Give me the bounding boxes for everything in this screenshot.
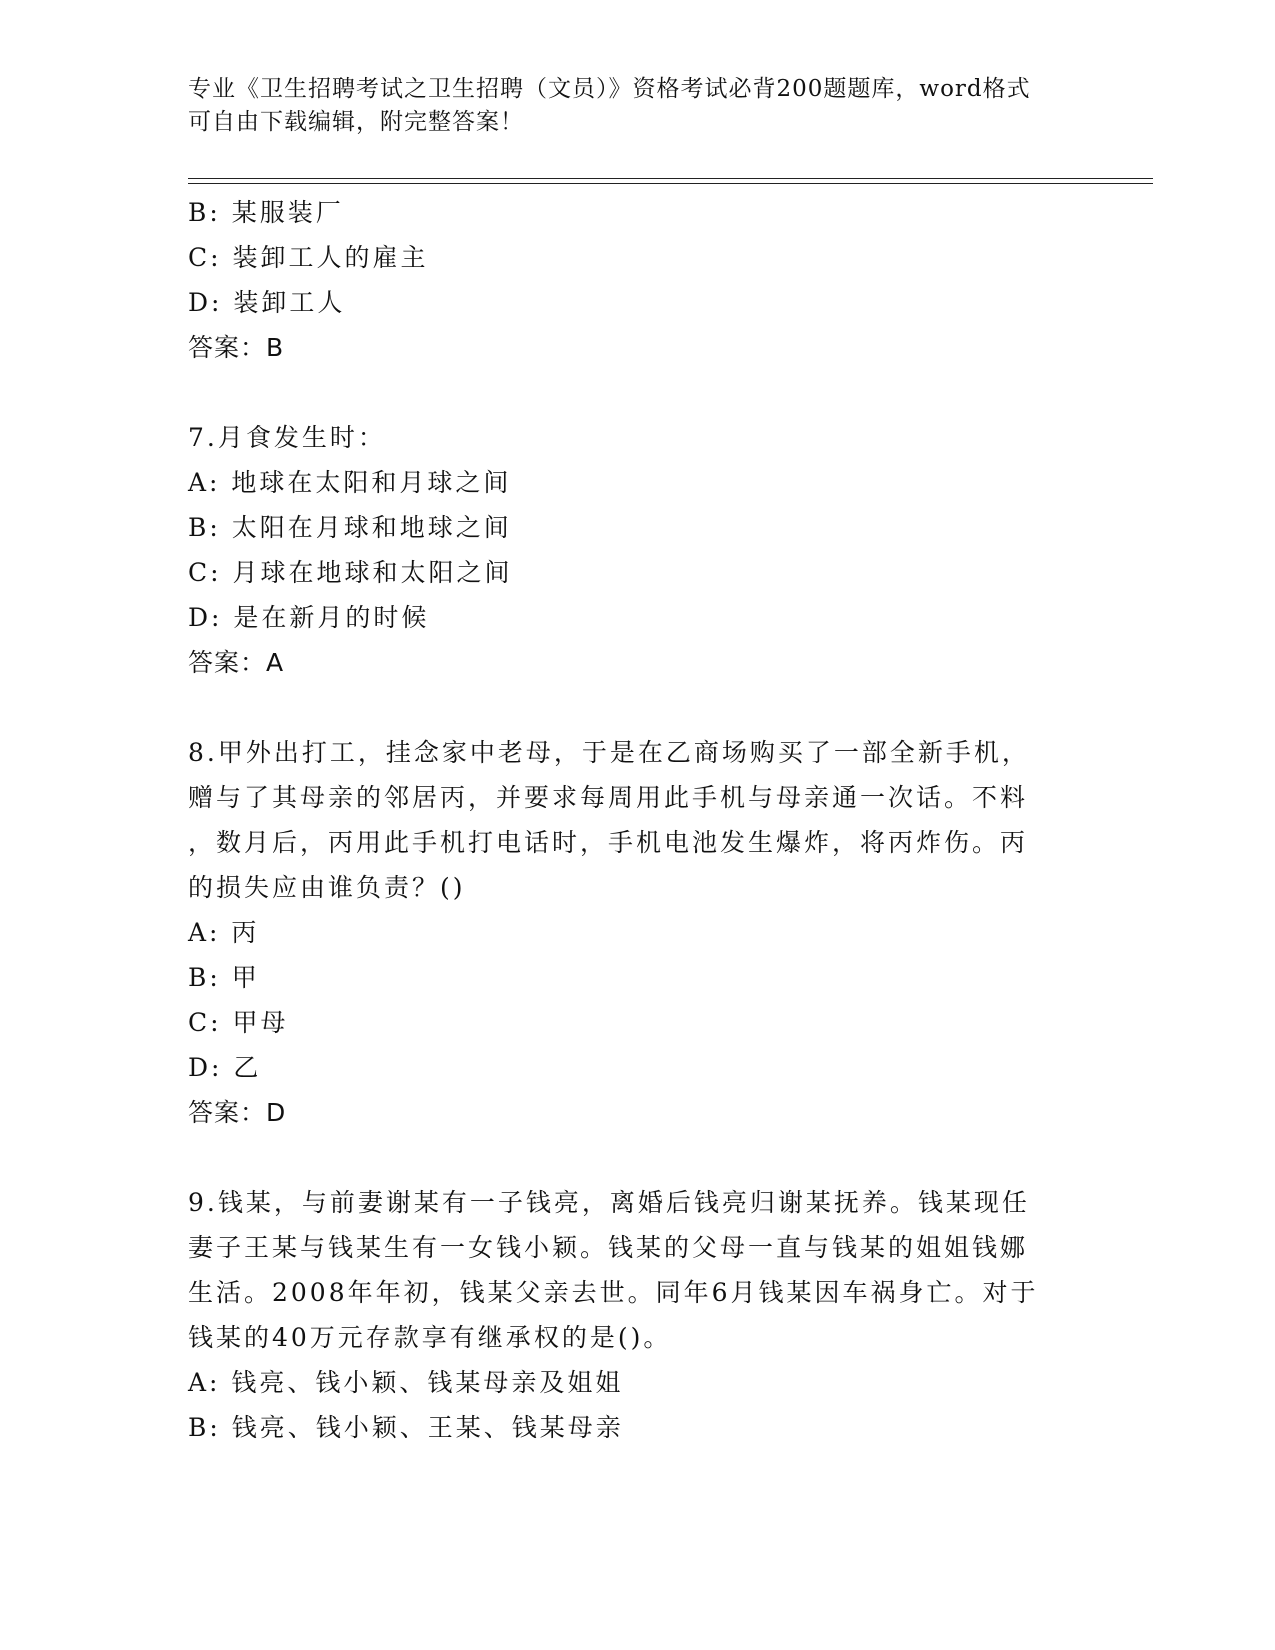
option-b: B: 甲 <box>188 963 260 992</box>
option-b: B: 太阳在月球和地球之间 <box>188 513 512 542</box>
answer: 答案：D <box>188 1098 287 1127</box>
question-8 <box>188 730 1068 1135</box>
option-a: A: 地球在太阳和月球之间 <box>188 468 512 497</box>
option-b: B: 某服装厂 <box>188 198 344 227</box>
option-b: B: 钱亮、钱小颖、王某、钱某母亲 <box>188 1413 624 1442</box>
question-text-line-2: 赠与了其母亲的邻居丙，并要求每周用此手机与母亲通一次话。不料 <box>188 783 1029 812</box>
question-text-line-4: 的损失应由谁负责？() <box>188 873 466 902</box>
option-d: D: 是在新月的时候 <box>188 603 430 632</box>
option-d: D: 乙 <box>188 1053 262 1082</box>
header-line-2: 可自由下载编辑，附完整答案！ <box>188 109 524 135</box>
question-text-line-4: 钱某的40万元存款享有继承权的是()。 <box>188 1323 672 1352</box>
option-d: D: 装卸工人 <box>188 288 346 317</box>
option-c: C: 月球在地球和太阳之间 <box>188 558 513 587</box>
question-text-line-1: 8.甲外出打工，挂念家中老母，于是在乙商场购买了一部全新手机， <box>188 738 1030 767</box>
header-rule-top <box>188 178 1153 179</box>
question-text: 7.月食发生时： <box>188 423 386 452</box>
question-text-line-3: ，数月后，丙用此手机打电话时，手机电池发生爆炸，将丙炸伤。丙 <box>188 828 1029 857</box>
question-text-line-1: 9.钱某，与前妻谢某有一子钱亮，离婚后钱亮归谢某抚养。钱某现任 <box>188 1188 1030 1217</box>
spacer <box>188 370 1068 415</box>
option-a: A: 钱亮、钱小颖、钱某母亲及姐姐 <box>188 1368 624 1397</box>
question-text-line-2: 妻子王某与钱某生有一女钱小颖。钱某的父母一直与钱某的姐姐钱娜 <box>188 1233 1029 1262</box>
header-rule-bottom <box>188 183 1153 184</box>
answer: 答案：B <box>188 333 285 362</box>
question-7 <box>188 415 1068 685</box>
document-header <box>188 73 1078 139</box>
option-c: C: 甲母 <box>188 1008 289 1037</box>
option-a: A: 丙 <box>188 918 260 947</box>
option-c: C: 装卸工人的雇主 <box>188 243 429 272</box>
spacer <box>188 1135 1068 1180</box>
question-text-line-3: 生活。2008年年初，钱某父亲去世。同年6月钱某因车祸身亡。对于 <box>188 1278 1039 1307</box>
answer: 答案：A <box>188 648 285 677</box>
question-list <box>188 190 1068 1450</box>
question-9 <box>188 1180 1068 1450</box>
spacer <box>188 685 1068 730</box>
question-6-tail <box>188 190 1068 370</box>
header-line-1: 专业《卫生招聘考试之卫生招聘（文员）》资格考试必背200题题库，word格式 <box>188 76 1031 102</box>
